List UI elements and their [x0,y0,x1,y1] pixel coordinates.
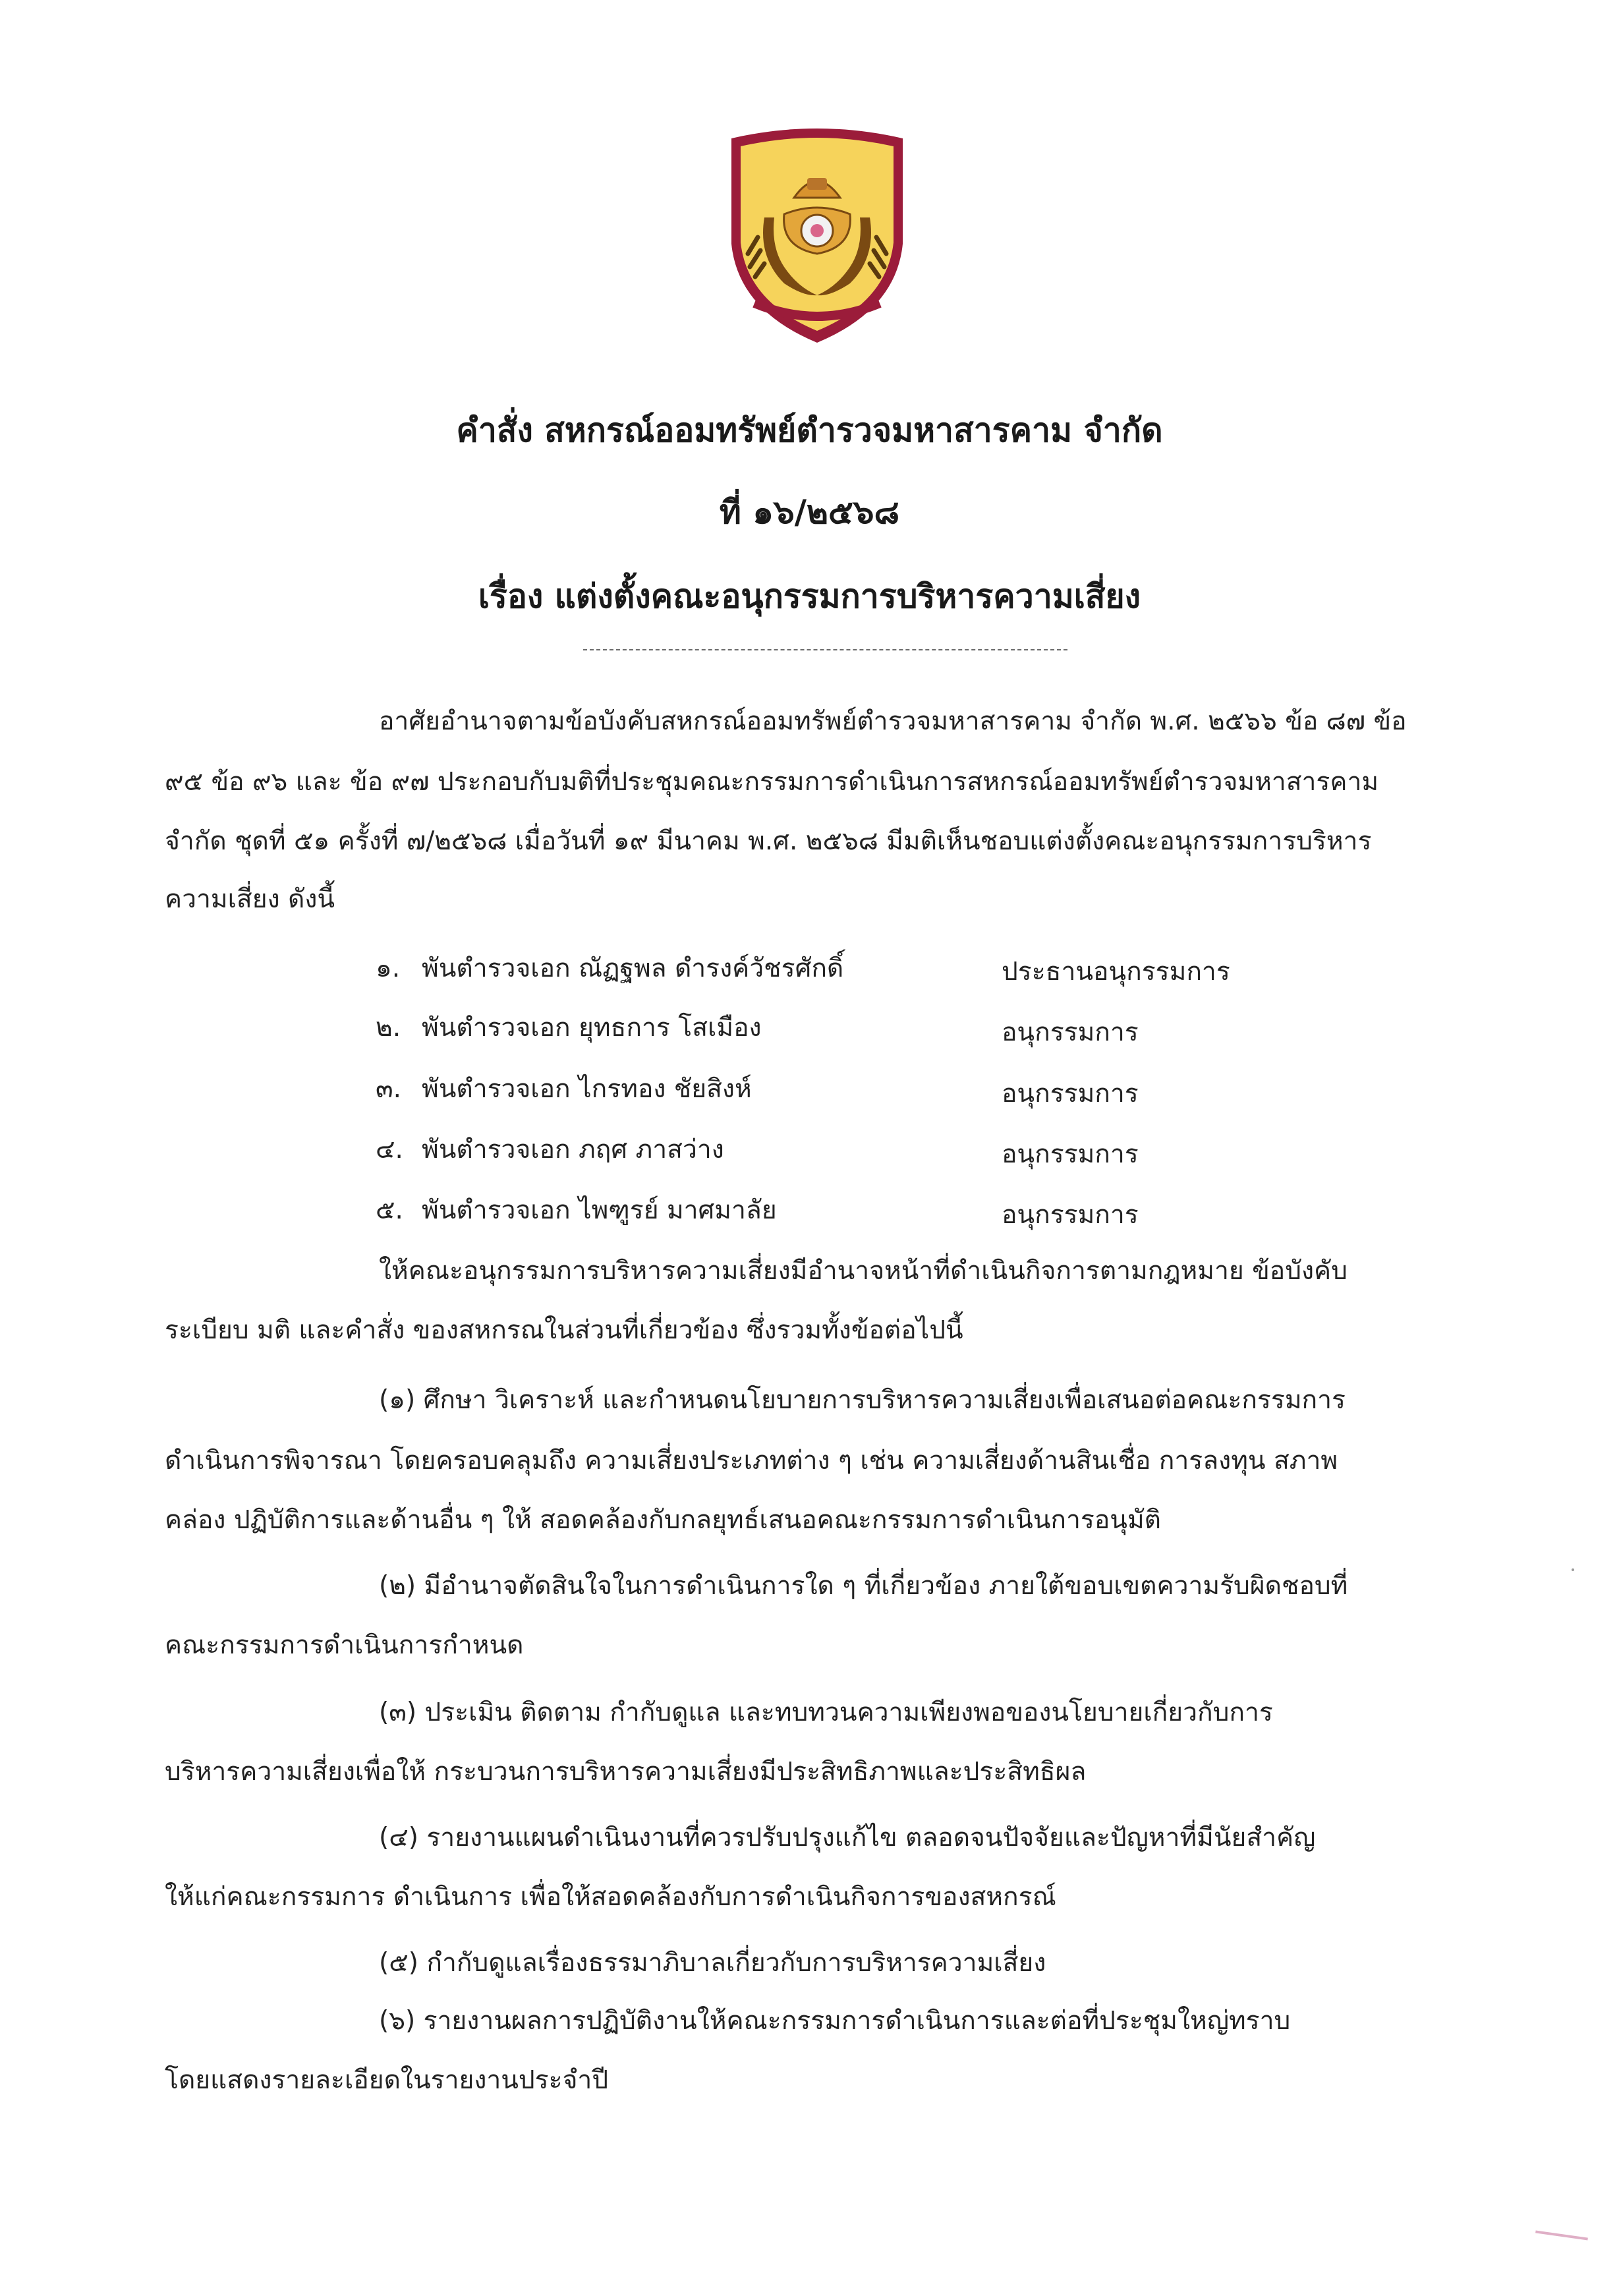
member-role: อนุกรรมการ [1002,1139,1139,1169]
member-number: ๒. [376,1013,401,1043]
member-number: ๑. [376,954,401,983]
duty-item-line: (๖) รายงานผลการปฏิบัติงานให้คณะกรรมการดำเนินการและต่อที่ประชุมใหญ่ทราบ [379,2006,1291,2036]
duty-item-line: (๑) ศึกษา วิเคราะห์ และกำหนดนโยบายการบริหารความเสี่ยงเพื่อเสนอต่อคณะกรรมการ [379,1385,1346,1415]
member-name: พันตำรวจเอก ไพฑูรย์ มาศมาลัย [422,1195,777,1225]
member-name: พันตำรวจเอก ยุทธการ โสเมือง [422,1013,762,1043]
duty-item-line: คล่อง ปฏิบัติการและด้านอื่น ๆ ให้ สอดคล้องกับกลยุทธ์เสนอคณะกรรมการดำเนินการอนุมัติ [165,1505,1161,1535]
member-name: พันตำรวจเอก ไกรทอง ชัยสิงห์ [422,1074,752,1104]
scan-speck [1572,1568,1574,1571]
duty-item-line: (๔) รายงานแผนดำเนินงานที่ควรปรับปรุงแก้ไข ตลอดจนปัจจัยและปัญหาที่มีนัยสำคัญ [379,1823,1316,1852]
header-divider [583,649,1067,650]
duties-intro-line: ให้คณะอนุกรรมการบริหารความเสี่ยงมีอำนาจหน้าที่ดำเนินกิจการตามกฎหมาย ข้อบังคับ [379,1256,1348,1286]
member-role: อนุกรรมการ [1002,1079,1139,1108]
member-role: ประธานอนุกรรมการ [1002,957,1230,987]
member-number: ๓. [376,1074,402,1104]
duty-item-line: ให้แก่คณะกรรมการ ดำเนินการ เพื่อให้สอดคล้องกับการดำเนินกิจการของสหกรณ์ [165,1882,1056,1912]
preamble-line: จำกัด ชุดที่ ๕๑ ครั้งที่ ๗/๒๕๖๘ เมื่อวันที่ ๑๙ มีนาคม พ.ศ. ๒๕๖๘ มีมติเห็นชอบแต่งตั้งคณะอนุกรรมการบริหาร [165,826,1372,856]
duty-item-line: คณะกรรมการดำเนินการกำหนด [165,1630,524,1660]
duty-item-line: (๕) กำกับดูแลเรื่องธรรมาภิบาลเกี่ยวกับการบริหารความเสี่ยง [379,1948,1046,1978]
preamble-line: ๙๕ ข้อ ๙๖ และ ข้อ ๙๗ ประกอบกับมติที่ประชุมคณะกรรมการดำเนินการสหกรณ์ออมทรัพย์ตำรวจมหาสารคาม [165,767,1379,797]
order-subject: เรื่อง แต่งตั้งคณะอนุกรรมการบริหารความเสี่ยง [478,577,1141,616]
duty-item-line: โดยแสดงรายละเอียดในรายงานประจำปี [165,2065,609,2095]
document-title: คำสั่ง สหกรณ์ออมทรัพย์ตำรวจมหาสารคาม จำกัด [456,411,1163,449]
duty-item-line: บริหารความเสี่ยงเพื่อให้ กระบวนการบริหารความเสี่ยงมีประสิทธิภาพและประสิทธิผล [165,1757,1087,1787]
duty-item-line: (๒) มีอำนาจตัดสินใจในการดำเนินการใด ๆ ที่เกี่ยวข้อง ภายใต้ขอบเขตความรับผิดชอบที่ [379,1571,1348,1601]
member-name: พันตำรวจเอก ณัฏฐพล ดำรงค์วัชรศักดิ์ [422,954,844,983]
order-number: ที่ ๑๖/๒๕๖๘ [719,493,900,531]
member-role: อนุกรรมการ [1002,1200,1139,1230]
preamble-line: ความเสี่ยง ดังนี้ [165,884,335,914]
cooperative-emblem [718,119,916,349]
shield-emblem-icon [718,119,916,349]
member-name: พันตำรวจเอก ภฤศ ภาสว่าง [422,1135,724,1164]
member-role: อนุกรรมการ [1002,1018,1139,1047]
scan-smudge [1535,2230,1588,2240]
duty-item-line: (๓) ประเมิน ติดตาม กำกับดูแล และทบทวนความเพียงพอของนโยบายเกี่ยวกับการ [379,1698,1273,1727]
duties-intro-line: ระเบียบ มติ และคำสั่ง ของสหกรณในส่วนที่เกี่ยวข้อง ซึ่งรวมทั้งข้อต่อไปนี้ [165,1315,963,1345]
preamble-line: อาศัยอำนาจตามข้อบังคับสหกรณ์ออมทรัพย์ตำรวจมหาสารคาม จำกัด พ.ศ. ๒๕๖๖ ข้อ ๘๗ ข้อ [379,706,1407,736]
duty-item-line: ดำเนินการพิจารณา โดยครอบคลุมถึง ความเสี่ยงประเภทต่าง ๆ เช่น ความเสี่ยงด้านสินเชื่อ การลงทุน สภาพ [165,1446,1338,1476]
member-number: ๔. [376,1135,403,1164]
member-number: ๕. [376,1195,403,1225]
